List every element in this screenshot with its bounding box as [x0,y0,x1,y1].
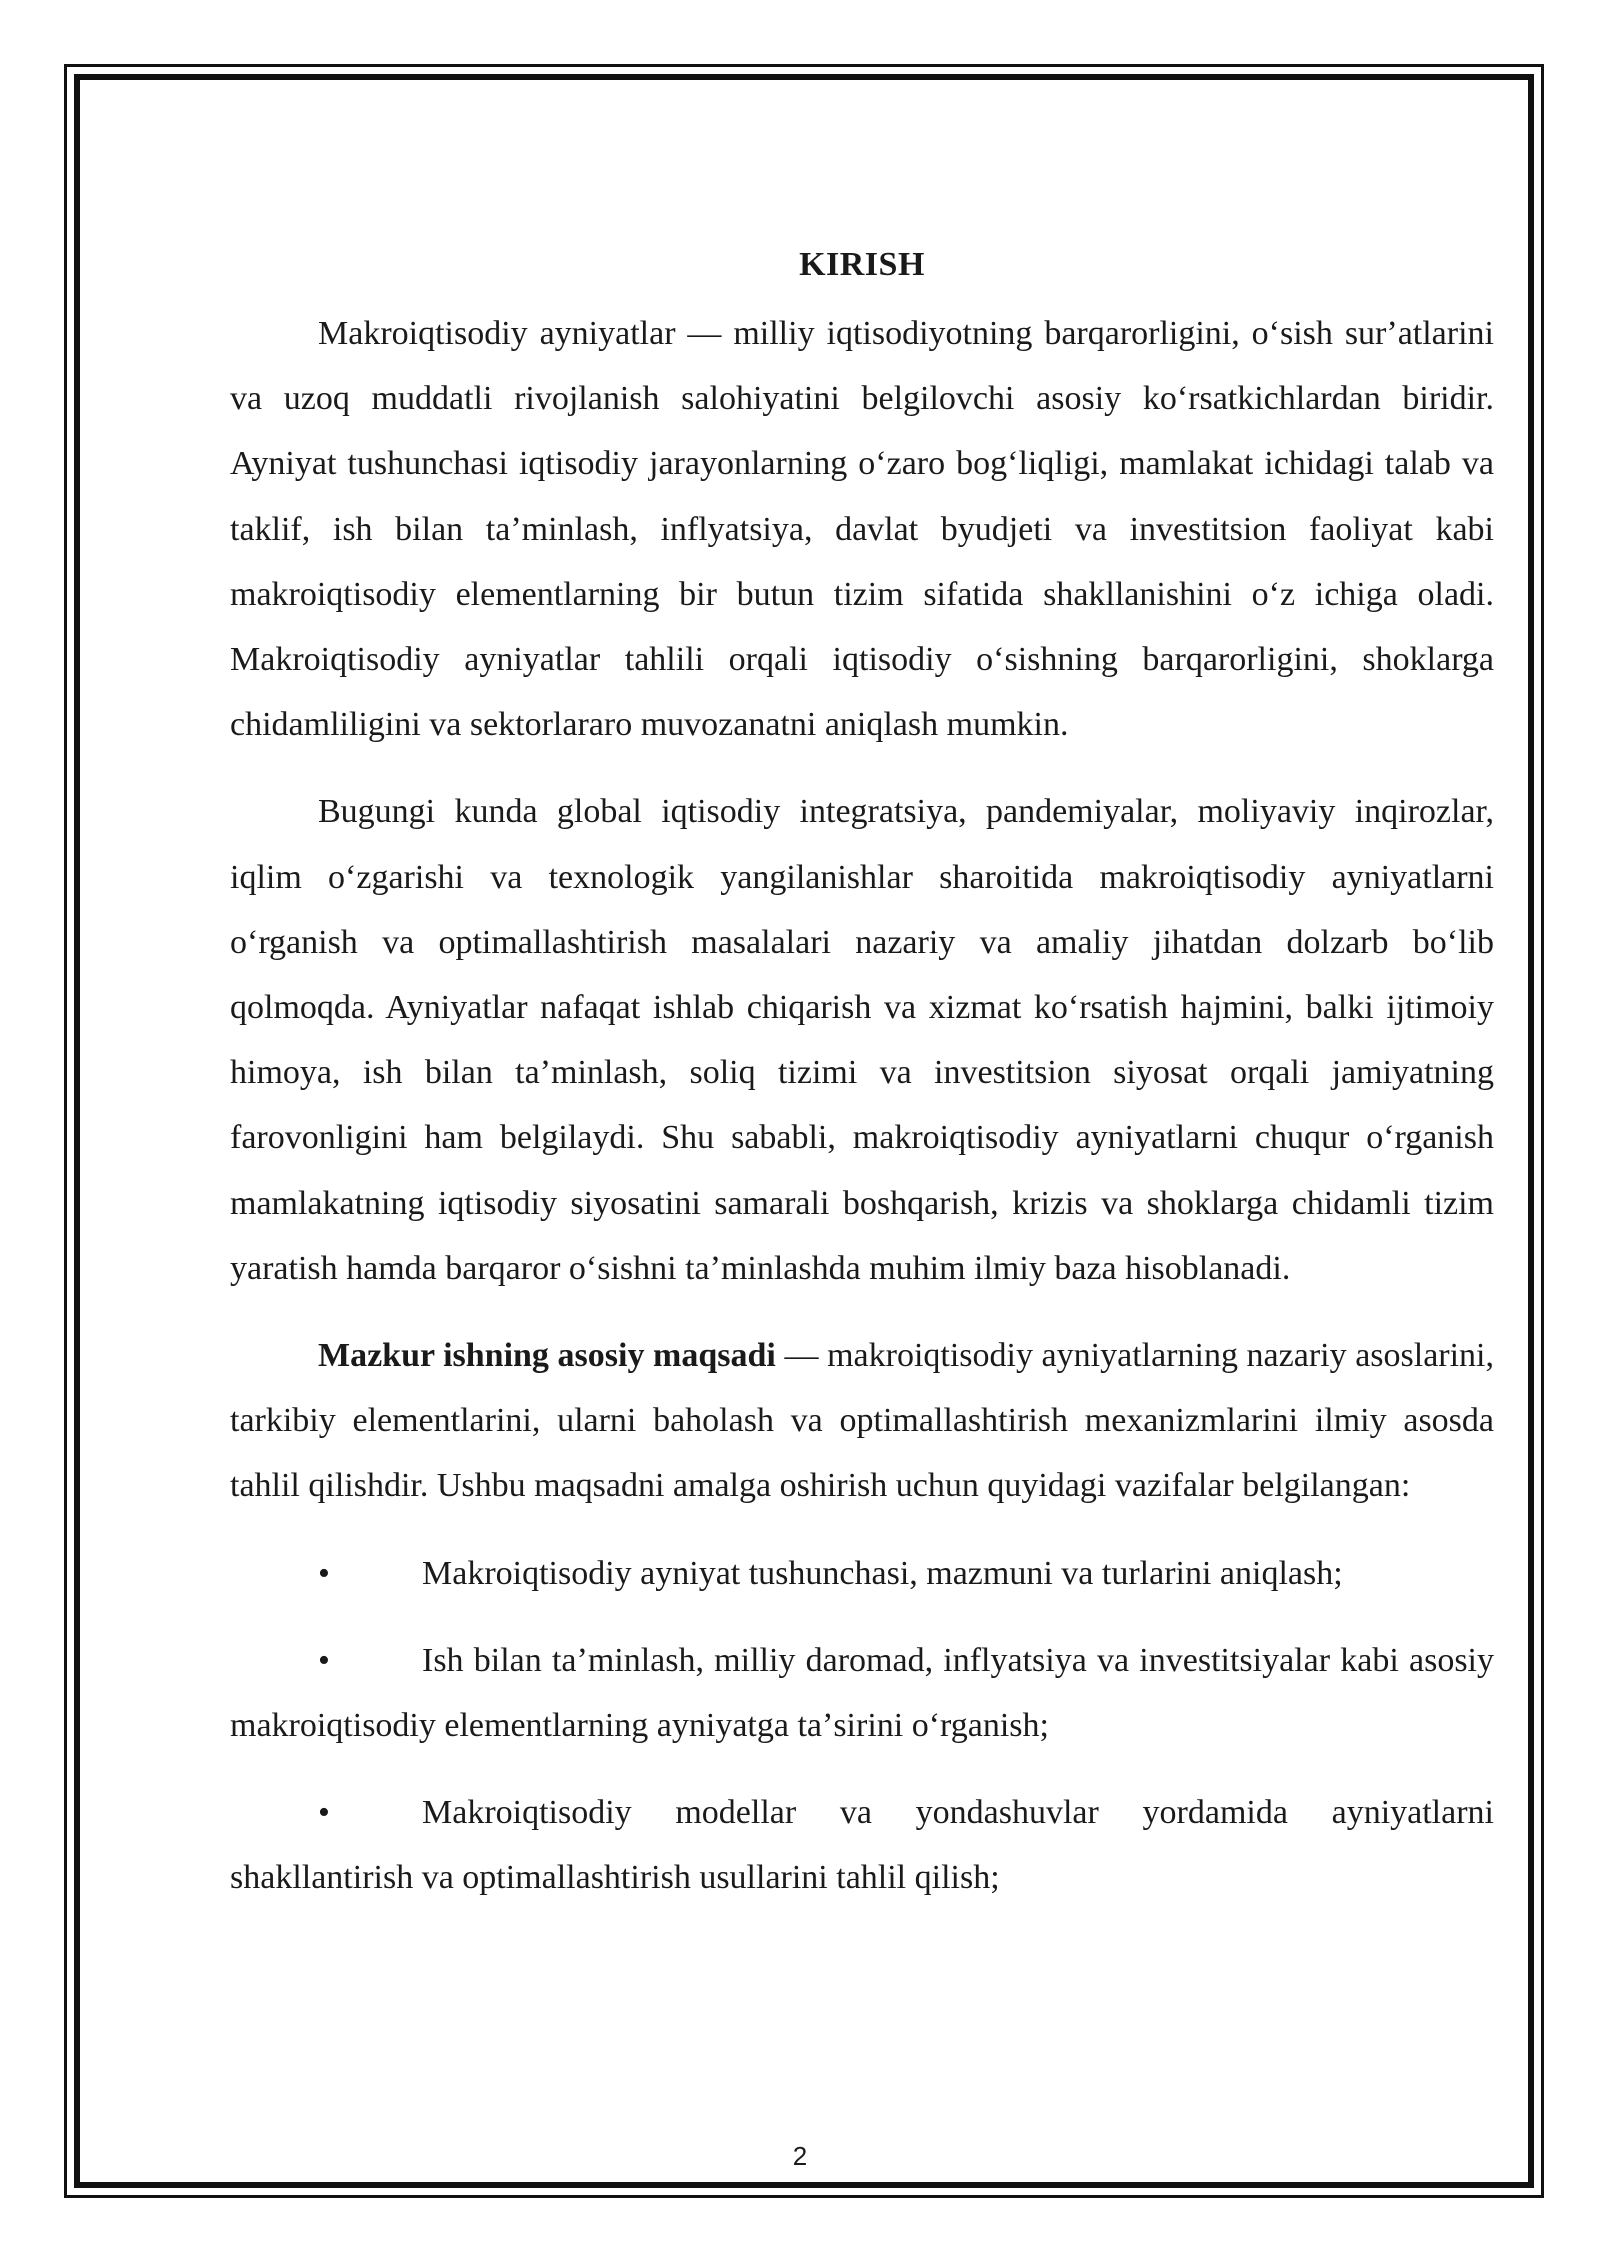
bullet-icon: • [318,1641,330,1679]
task-text: Makroiqtisodiy modellar va yondashuvlar yordamida ayniyatlarni shakllantirish va optimallashtirish usullarini tahlil qilish; [230,1794,1494,1897]
document-body [230,235,1494,1933]
paragraph-goal [230,1323,1494,1519]
page-number: 2 [792,2141,808,2171]
goal-text: — makroiqtisodiy ayniyatlarning nazariy asoslarini, tarkibiy elementlarini, ularni baholash va optimallashtirish mexanizmlarini ilmiy asosda tahlil qilishdir. Ushbu maqsadni amalga oshirish uchun quyidagi vazifalar belgilangan: [230,1337,1494,1505]
task-list [230,1541,1494,1911]
bullet-icon: • [318,1794,330,1832]
list-item [230,1628,1494,1758]
bullet-icon: • [318,1554,330,1592]
goal-lead: Mazkur ishning asosiy maqsadi [318,1337,776,1375]
paragraph-relevance: Bugungi kunda global iqtisodiy integratsiya, pandemiyalar, moliyaviy inqirozlar, iqlim oʻzgarishi va texnologik yangilanishlar sharoitida makroiqtisodiy ayniyatlarni oʻrganish va optimallashtirish masalalari nazariy va amaliy jihatdan dolzarb boʻlib qolmoqda. Ayniyatlar nafaqat ishlab chiqarish va xizmat koʻrsatish hajmini, balki ijtimoiy himoya, ish bilan taʼminlash, soliq tizimi va investitsion siyosat orqali jamiyatning farovonligini ham belgilaydi. Shu sababli, makroiqtisodiy ayniyatlarni chuqur oʻrganish mamlakatning iqtisodiy siyosatini samarali boshqarish, krizis va shoklarga chidamli tizim yaratish hamda barqaror oʻsishni taʼminlashda muhim ilmiy baza hisoblanadi. [230,793,1494,1287]
task-text: Ish bilan taʼminlash, milliy daromad, inflyatsiya va investitsiyalar kabi asosiy makroiqtisodiy elementlarning ayniyatga taʼsirini oʻrganish; [230,1641,1494,1745]
task-text: Makroiqtisodiy ayniyat tushunchasi, mazmuni va turlarini aniqlash; [422,1554,1343,1592]
section-title: KIRISH [799,246,925,283]
list-item [230,1541,1494,1606]
paragraph-intro: Makroiqtisodiy ayniyatlar — milliy iqtisodiyotning barqarorligini, oʻsish surʼatlarini va uzoq muddatli rivojlanish salohiyatini belgilovchi asosiy koʻrsatkichlardan biridir. Ayniyat tushunchasi iqtisodiy jarayonlarning oʻzaro bogʻliqligi, mamlakat ichidagi talab va taklif, ish bilan taʼminlash, inflyatsiya, davlat byudjeti va investitsion faoliyat kabi makroiqtisodiy elementlarning bir butun tizim sifatida shakllanishini oʻz ichiga oladi. Makroiqtisodiy ayniyatlar tahlili orqali iqtisodiy oʻsishning barqarorligini, shoklarga chidamliligini va sektorlararo muvozanatni aniqlash mumkin. [230,315,1494,744]
list-item [230,1780,1494,1910]
